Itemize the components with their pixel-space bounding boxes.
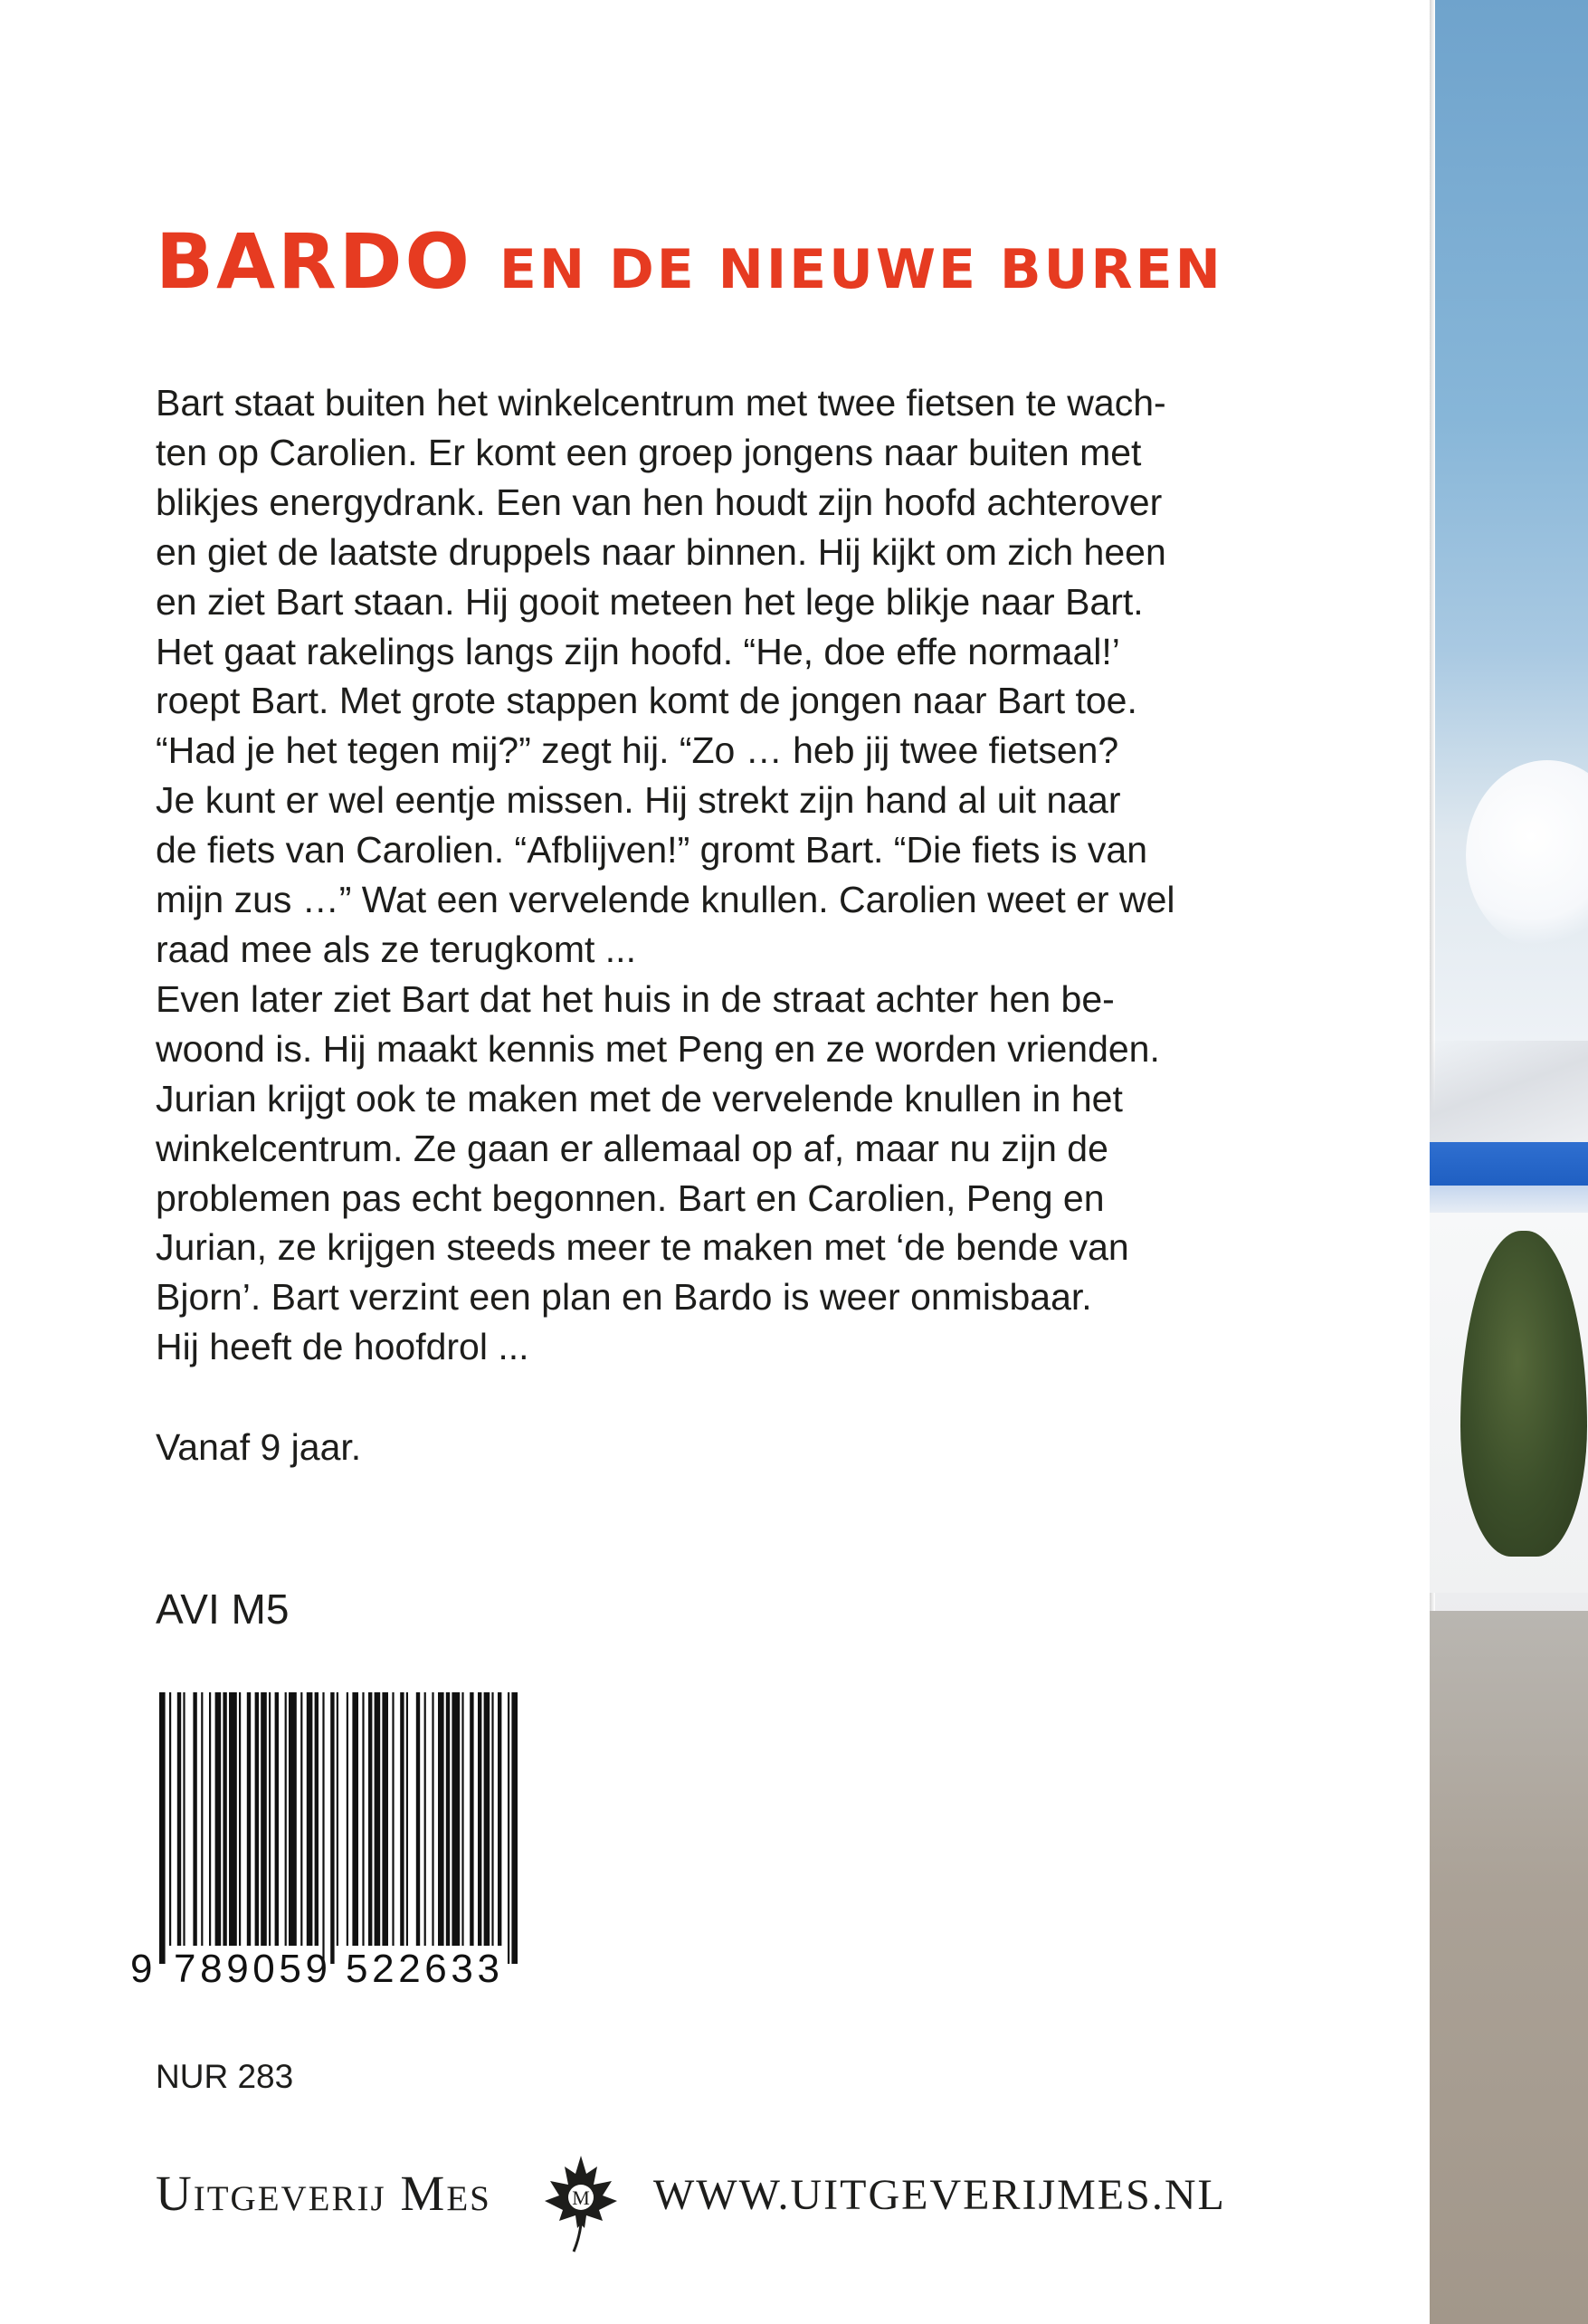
barcode-bar: [424, 1692, 426, 1946]
title-main: BARDO: [156, 217, 472, 306]
blurb-text: [156, 378, 1278, 1372]
cloud-illustration: [1466, 760, 1588, 950]
blurb-line: mijn zus …” Wat een vervelende knullen. Carolien weet er wel: [156, 879, 1175, 921]
barcode-bar: [169, 1692, 171, 1946]
blurb-line: ten op Carolien. Er komt een groep jongens naar buiten met: [156, 431, 1142, 473]
barcode-bar: [300, 1692, 302, 1946]
blue-awning-illustration: [1430, 1142, 1588, 1186]
barcode-bar: [508, 1692, 509, 1964]
barcode-bar: [438, 1692, 444, 1946]
blurb-line: Het gaat rakelings langs zijn hoofd. “He, doe effe normaal!’: [156, 630, 1120, 672]
isbn-barcode: [128, 1692, 518, 1991]
barcode-bar: [368, 1692, 372, 1946]
blurb-line: en giet de laatste druppels naar binnen. Hij kijkt om zich heen: [156, 530, 1166, 573]
barcode-bar: [484, 1692, 490, 1946]
barcode-bar: [275, 1692, 279, 1946]
barcode-bar: [406, 1692, 408, 1946]
cover-art-strip: [1430, 0, 1588, 2324]
blurb-line: winkelcentrum. Ze gaan er allemaal op af, maar nu zijn de: [156, 1127, 1108, 1169]
barcode-bar: [470, 1692, 473, 1946]
barcode-bar: [330, 1692, 334, 1964]
barcode-left-digits: 789059: [174, 1947, 328, 1991]
barcode-bar: [446, 1692, 450, 1946]
barcode-bar: [261, 1692, 267, 1946]
blurb-line: roept Bart. Met grote stappen komt de jongen naar Bart toe.: [156, 680, 1137, 722]
barcode-bar: [416, 1692, 420, 1946]
barcode-bar: [347, 1692, 348, 1946]
barcode-bar: [432, 1692, 433, 1946]
blurb-line: Bjorn’. Bart verzint een plan en Bardo is weer onmisbaar.: [156, 1276, 1092, 1319]
barcode-bar: [229, 1692, 237, 1946]
barcode-bar: [285, 1692, 287, 1946]
awning-shade-illustration: [1430, 1186, 1588, 1213]
blurb-line: woond is. Hij maakt kennis met Peng en ze worden vrienden.: [156, 1027, 1160, 1070]
barcode-bar: [215, 1692, 222, 1946]
barcode-bar: [201, 1692, 203, 1946]
barcode-bar: [352, 1692, 358, 1946]
avi-level: AVI M5: [156, 1586, 290, 1633]
barcode-bar: [315, 1692, 319, 1946]
barcode-first-digit: 9: [130, 1947, 153, 1991]
barcode-bar: [289, 1692, 297, 1946]
barcode-bar: [223, 1692, 226, 1946]
barcode-bar: [239, 1692, 241, 1946]
barcode-bar: [478, 1692, 481, 1946]
barcode-bar: [491, 1692, 493, 1946]
nur-code: NUR 283: [156, 2058, 294, 2095]
blurb-line: de fiets van Carolien. “Afblijven!” gromt Bart. “Die fiets is van: [156, 829, 1148, 872]
ground-illustration: [1430, 1611, 1588, 2324]
barcode-bar: [193, 1692, 196, 1946]
barcode-bar: [452, 1692, 460, 1946]
blurb-line: “Had je het tegen mij?” zegt hij. “Zo … heb jij twee fietsen?: [156, 729, 1119, 772]
book-title: [156, 217, 1223, 306]
barcode-bar: [400, 1692, 404, 1946]
barcode-bar: [307, 1692, 313, 1946]
barcode-bar: [461, 1692, 463, 1946]
blurb-line: Hij heeft de hoofdrol ...: [156, 1326, 529, 1368]
barcode-bar: [247, 1692, 251, 1946]
barcode-bar: [255, 1692, 259, 1946]
barcode-bar: [362, 1692, 364, 1946]
barcode-bar: [392, 1692, 394, 1946]
barcode-bar: [498, 1692, 501, 1946]
blurb-line: blikjes energydrank. Een van hen houdt zijn hoofd achterover: [156, 481, 1163, 523]
blurb-line: en ziet Bart staan. Hij gooit meteen het lege blikje naar Bart.: [156, 580, 1144, 623]
barcode-bars: [159, 1692, 518, 1964]
roof-illustration: [1430, 1041, 1588, 1149]
barcode-bar: [183, 1692, 185, 1946]
barcode-right-digits: 522633: [346, 1947, 499, 1991]
age-indication: Vanaf 9 jaar.: [156, 1426, 362, 1468]
title-rest: EN DE NIEUWE BUREN: [499, 238, 1223, 301]
barcode-bar: [382, 1692, 388, 1946]
barcode-bar: [375, 1692, 381, 1946]
barcode-bar: [269, 1692, 271, 1946]
barcode-bar: [159, 1692, 166, 1964]
barcode-bar: [337, 1692, 338, 1946]
barcode-bar: [209, 1692, 211, 1946]
blurb-line: Even later ziet Bart dat het huis in de straat achter hen be-: [156, 977, 1115, 1020]
blurb-line: Jurian, ze krijgen steeds meer te maken met ‘de bende van: [156, 1226, 1129, 1269]
maple-leaf-logo-icon: [543, 2154, 619, 2253]
blurb-line: problemen pas echt begonnen. Bart en Carolien, Peng en: [156, 1176, 1105, 1219]
publisher-website: WWW.UITGEVERIJMES.NL: [653, 2171, 1226, 2219]
logo-letter: M: [572, 2186, 590, 2209]
publisher-name: Uitgeverij Mes: [156, 2166, 491, 2221]
blurb-line: Bart staat buiten het winkelcentrum met twee fietsen te wach-: [156, 382, 1166, 424]
blurb-line: Jurian krijgt ook te maken met de vervelende knullen in het: [156, 1077, 1123, 1119]
barcode-bar: [322, 1692, 324, 1964]
barcode-bar: [511, 1692, 518, 1964]
barcode-bar: [177, 1692, 181, 1946]
blurb-line: Je kunt er wel eentje missen. Hij strekt zijn hand al uit naar: [156, 779, 1121, 822]
blurb-line: raad mee als ze terugkomt ...: [156, 928, 636, 970]
